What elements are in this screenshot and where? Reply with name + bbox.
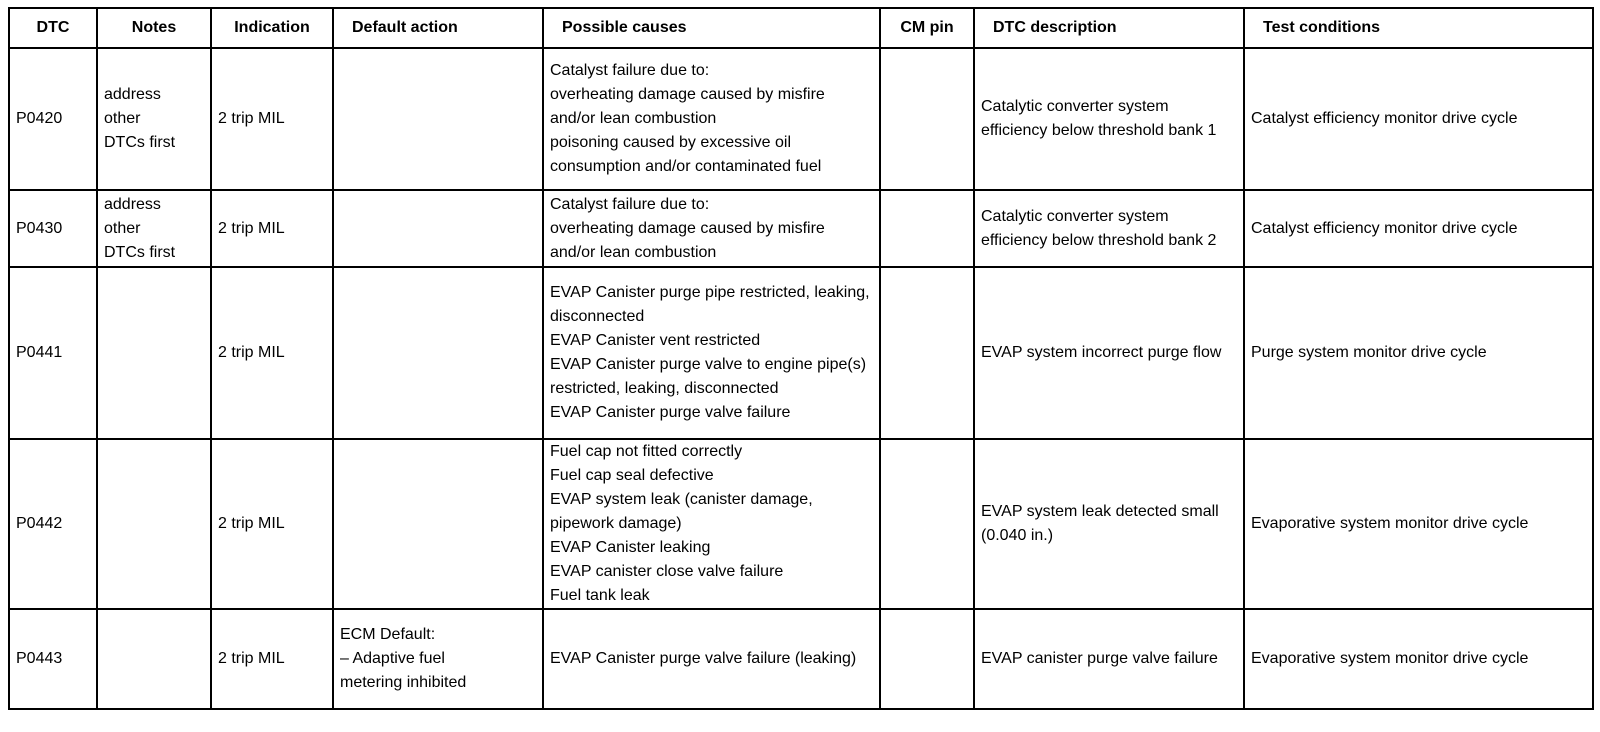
table-row	[9, 439, 1593, 609]
possible-causes-cell	[543, 48, 880, 190]
possible-causes-cell-line: Fuel cap not fitted correctly	[550, 443, 743, 460]
dtc-description-cell: Catalytic converter system efficiency below threshold bank 2	[974, 190, 1244, 267]
possible-causes-cell-line: EVAP Canister purge valve failure (leaking)	[550, 650, 857, 667]
test-conditions-cell: Catalyst efficiency monitor drive cycle	[1244, 190, 1593, 267]
header-indication: Indication	[211, 8, 333, 48]
table-row	[9, 609, 1593, 709]
default-action-cell	[333, 267, 543, 439]
possible-causes-cell-line: overheating damage caused by misfire and/or lean combustion	[550, 219, 825, 261]
default-action-cell	[333, 609, 543, 709]
cm-pin-cell	[880, 267, 974, 439]
possible-causes-cell-line: Catalyst failure due to:	[550, 195, 710, 213]
indication-cell: 2 trip MIL	[211, 267, 333, 439]
cm-pin-cell	[880, 190, 974, 267]
dtc-code-cell: P0443	[9, 609, 97, 709]
header-possible-causes: Possible causes	[543, 8, 880, 48]
header-dtc: DTC	[9, 8, 97, 48]
test-conditions-cell: Catalyst efficiency monitor drive cycle	[1244, 48, 1593, 190]
cm-pin-cell	[880, 609, 974, 709]
possible-causes-cell-line: EVAP canister close valve failure	[550, 563, 784, 580]
notes-cell-line: address	[104, 86, 161, 103]
indication-cell: 2 trip MIL	[211, 609, 333, 709]
cm-pin-cell	[880, 439, 974, 609]
table-row	[9, 48, 1593, 190]
possible-causes-cell-line: poisoning caused by excessive oil consumption and/or contaminated fuel	[550, 134, 822, 175]
default-action-cell	[333, 48, 543, 190]
possible-causes-cell-line: EVAP Canister purge valve to engine pipe(s) restricted, leaking, disconnected	[550, 356, 867, 397]
notes-cell-line: DTCs first	[104, 243, 176, 261]
dtc-code-cell: P0430	[9, 190, 97, 267]
indication-cell: 2 trip MIL	[211, 190, 333, 267]
notes-cell	[97, 267, 211, 439]
default-action-cell-line: metering inhibited	[340, 674, 467, 691]
notes-cell	[97, 439, 211, 609]
notes-cell-line: DTCs first	[104, 134, 176, 151]
dtc-description-cell: Catalytic converter system efficiency below threshold bank 1	[974, 48, 1244, 190]
header-cm-pin: CM pin	[880, 8, 974, 48]
default-action-cell-line: – Adaptive fuel	[340, 650, 445, 667]
header-test-conditions: Test conditions	[1244, 8, 1593, 48]
possible-causes-cell-line: EVAP Canister purge valve failure	[550, 404, 791, 421]
possible-causes-cell-line: overheating damage caused by misfire and/or lean combustion	[550, 86, 825, 127]
notes-cell	[97, 48, 211, 190]
possible-causes-cell	[543, 609, 880, 709]
test-conditions-cell: Purge system monitor drive cycle	[1244, 267, 1593, 439]
indication-cell: 2 trip MIL	[211, 48, 333, 190]
default-action-cell	[333, 190, 543, 267]
dtc-code-cell: P0420	[9, 48, 97, 190]
possible-causes-cell-line: EVAP Canister purge pipe restricted, leaking, disconnected	[550, 284, 870, 325]
notes-cell-line: other	[104, 110, 141, 127]
possible-causes-cell-line: Fuel cap seal defective	[550, 467, 714, 484]
possible-causes-cell-line: EVAP system leak (canister damage, pipework damage)	[550, 491, 813, 532]
indication-cell: 2 trip MIL	[211, 439, 333, 609]
notes-cell	[97, 190, 211, 267]
dtc-description-cell: EVAP system incorrect purge flow	[974, 267, 1244, 439]
possible-causes-cell	[543, 439, 880, 609]
notes-cell-line: other	[104, 219, 141, 237]
dtc-description-cell: EVAP system leak detected small (0.040 in.)	[974, 439, 1244, 609]
possible-causes-cell-line: EVAP Canister leaking	[550, 539, 711, 556]
possible-causes-cell-line: Catalyst failure due to:	[550, 62, 710, 79]
notes-cell-line: address	[104, 195, 161, 213]
dtc-code-cell: P0441	[9, 267, 97, 439]
possible-causes-cell	[543, 267, 880, 439]
notes-cell	[97, 609, 211, 709]
header-notes: Notes	[97, 8, 211, 48]
test-conditions-cell: Evaporative system monitor drive cycle	[1244, 439, 1593, 609]
header-default-action: Default action	[333, 8, 543, 48]
header-dtc-description: DTC description	[974, 8, 1244, 48]
header-row	[9, 8, 1593, 48]
dtc-description-cell: EVAP canister purge valve failure	[974, 609, 1244, 709]
dtc-table	[8, 7, 1594, 710]
cm-pin-cell	[880, 48, 974, 190]
table-row	[9, 267, 1593, 439]
default-action-cell-line: ECM Default:	[340, 626, 436, 643]
possible-causes-cell	[543, 190, 880, 267]
possible-causes-cell-line: EVAP Canister vent restricted	[550, 332, 761, 349]
dtc-code-cell: P0442	[9, 439, 97, 609]
default-action-cell	[333, 439, 543, 609]
test-conditions-cell: Evaporative system monitor drive cycle	[1244, 609, 1593, 709]
table-body	[9, 48, 1593, 709]
possible-causes-cell-line: Fuel tank leak	[550, 587, 650, 604]
table-row	[9, 190, 1593, 267]
